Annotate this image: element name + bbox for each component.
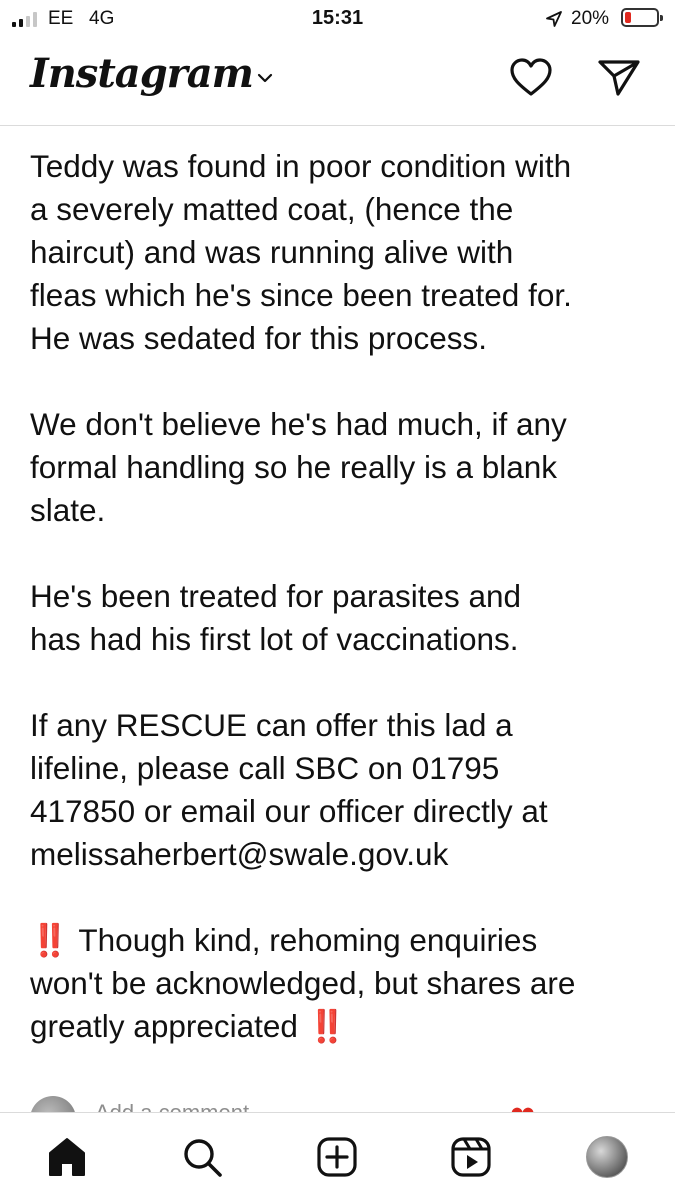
nav-profile[interactable] (585, 1135, 629, 1179)
send-icon[interactable] (596, 56, 642, 100)
comment-bar[interactable] (0, 1094, 675, 1112)
nav-new-post[interactable] (315, 1135, 359, 1179)
clock: 15:31 (311, 7, 364, 29)
caption-paragraph: He's been treated for parasites and has had his first lot of vaccinations. (30, 578, 522, 657)
new-post-icon (315, 1135, 359, 1179)
caption-notice (30, 919, 660, 1048)
instagram-logo[interactable]: Instagram (30, 50, 253, 97)
caption-paragraph: We don't believe he's had much, if any formal handling so he really is a blank slate. (30, 406, 567, 528)
reels-icon (449, 1135, 493, 1179)
search-icon (180, 1135, 224, 1179)
nav-reels[interactable] (449, 1135, 493, 1179)
heart-icon[interactable] (508, 56, 554, 100)
network-label: 4G (89, 8, 115, 29)
nav-home[interactable] (45, 1135, 89, 1179)
caption-paragraph: Teddy was found in poor condition with a severely matted coat, (hence the haircut) and was running alive with fleas which he's since been treated for. He was sedated for this process. (30, 148, 572, 356)
chevron-down-icon[interactable] (256, 72, 274, 84)
post-caption (30, 145, 660, 1048)
notice-text: Though kind, rehoming enquiries won't be acknowledged, but shares are greatly appreciated (30, 922, 576, 1044)
home-icon (45, 1135, 89, 1179)
battery-icon (621, 8, 659, 27)
app-header (0, 38, 675, 126)
caption-paragraph: If any RESCUE can offer this lad a lifeline, please call SBC on 01795 417850 or email our officer directly at melissaherbert@swale.gov.uk (30, 707, 548, 872)
double-exclamation-icon: ‼️ (30, 922, 67, 958)
battery-percent: 20% (571, 8, 610, 29)
bottom-nav (0, 1112, 675, 1200)
carrier-label: EE (48, 8, 74, 29)
double-exclamation-icon: ‼️ (307, 1008, 345, 1044)
status-bar (0, 0, 675, 38)
profile-avatar (586, 1136, 628, 1178)
nav-search[interactable] (180, 1135, 224, 1179)
location-arrow-icon (545, 10, 563, 28)
